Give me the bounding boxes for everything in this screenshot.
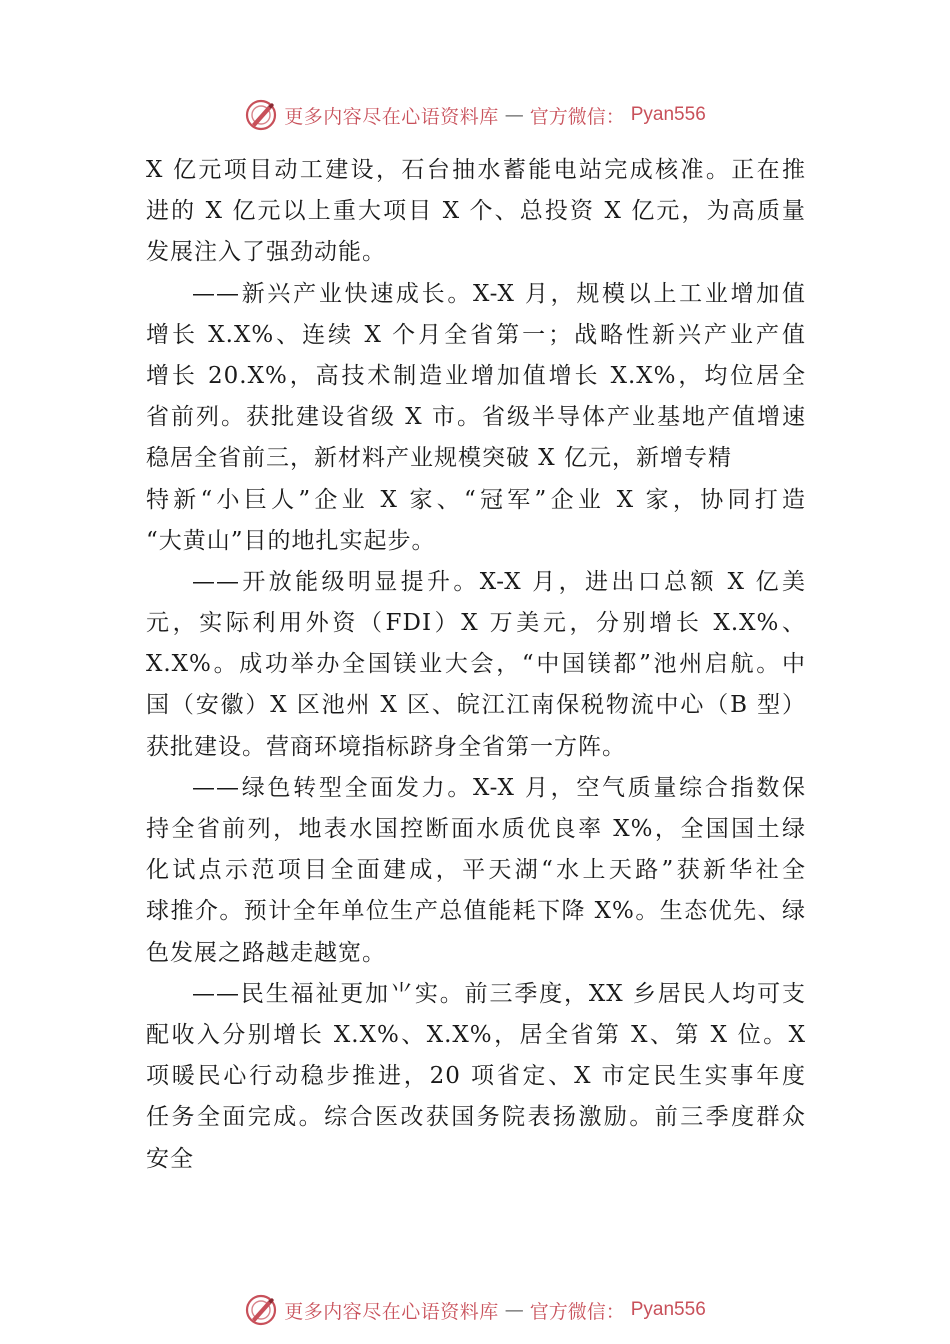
text-line: 球推介。预计全年单位生产总值能耗下降 X%。生态优先、绿 xyxy=(146,898,806,925)
watermark-title: 更多内容尽在心语资料库 xyxy=(284,105,499,128)
text-line: ——开放能级明显提升。X-X 月，进出口总额 X 亿美 xyxy=(192,568,806,595)
watermark-account-label: 官方微信： xyxy=(529,105,625,128)
text-line: 任务全面完成。综合医改获国务院表扬激励。前三季度群众 xyxy=(146,1104,806,1131)
text-line: 化试点示范项目全面建成，平天湖“水上天路”获新华社全 xyxy=(146,857,806,884)
text-line: ——民生福祉更加⺌实。前三季度，XX 乡居民人均可支 xyxy=(192,980,806,1007)
text-line: 省前列。获批建设省级 X 市。省级半导体产业基地产值增速 xyxy=(146,404,806,431)
text-line: X.X%。成功举办全国镁业大会，“中国镁都”池州启航。中 xyxy=(146,651,806,678)
text-line: 国（安徽）X 区池州 X 区、皖江江南保税物流中心（B 型） xyxy=(146,692,806,719)
watermark-account-id: Pyan556 xyxy=(630,104,706,125)
watermark-account-label: 官方微信： xyxy=(529,1300,625,1323)
text-line: 稳居全省前三，新材料产业规模突破 X 亿元，新增专精 xyxy=(146,445,732,472)
text-line: 配收入分别增长 X.X%、X.X%，居全省第 X、第 X 位。X xyxy=(146,1021,806,1048)
text-line: X 亿元项目动工建设，石台抽水蓄能电站完成核准。正在推 xyxy=(146,157,806,183)
document-body xyxy=(146,150,806,1180)
text-line: ——绿色转型全面发力。X-X 月，空气质量综合指数保 xyxy=(192,774,806,801)
watermark-title: 更多内容尽在心语资料库 xyxy=(284,1300,499,1323)
watermark-dash: — xyxy=(504,1299,524,1321)
text-line: 增长 20.X%，高技术制造业增加值增长 X.X%，均位居全 xyxy=(146,362,806,389)
text-line: 增长 X.X%、连续 X 个月全省第一；战略性新兴产业产值 xyxy=(146,321,806,348)
header-watermark xyxy=(0,95,950,135)
text-line: 持全省前列，地表水国控断面水质优良率 X%，全国国土绿 xyxy=(146,816,806,842)
text-line: 特新“小巨人”企业 X 家、“冠军”企业 X 家，协同打造 xyxy=(146,486,806,513)
text-line: 元，实际利用外资（FDI）X 万美元，分别增长 X.X%、 xyxy=(146,610,806,637)
watermark-dash: — xyxy=(504,104,524,126)
text-line: ——新兴产业快速成长。X-X 月，规模以上工业增加值 xyxy=(192,280,806,307)
text-line: 进的 X 亿元以上重大项目 X 个、总投资 X 亿元，为高质量 xyxy=(146,198,806,225)
watermark-account-id: Pyan556 xyxy=(630,1299,706,1320)
library-logo-icon xyxy=(244,98,278,132)
text-line: 获批建设。营商环境指标跻身全省第一方阵。 xyxy=(146,733,626,760)
text-line: 安全 xyxy=(146,1145,194,1172)
text-line: 项暖民心行动稳步推进，20 项省定、X 市定民生实事年度 xyxy=(146,1063,806,1090)
text-line: “大黄山”目的地扎实起步。 xyxy=(146,527,436,554)
text-line: 色发展之路越走越宽。 xyxy=(146,939,386,966)
footer-watermark xyxy=(0,1290,950,1330)
library-logo-icon xyxy=(244,1293,278,1327)
text-line: 发展注入了强劲动能。 xyxy=(146,239,386,266)
